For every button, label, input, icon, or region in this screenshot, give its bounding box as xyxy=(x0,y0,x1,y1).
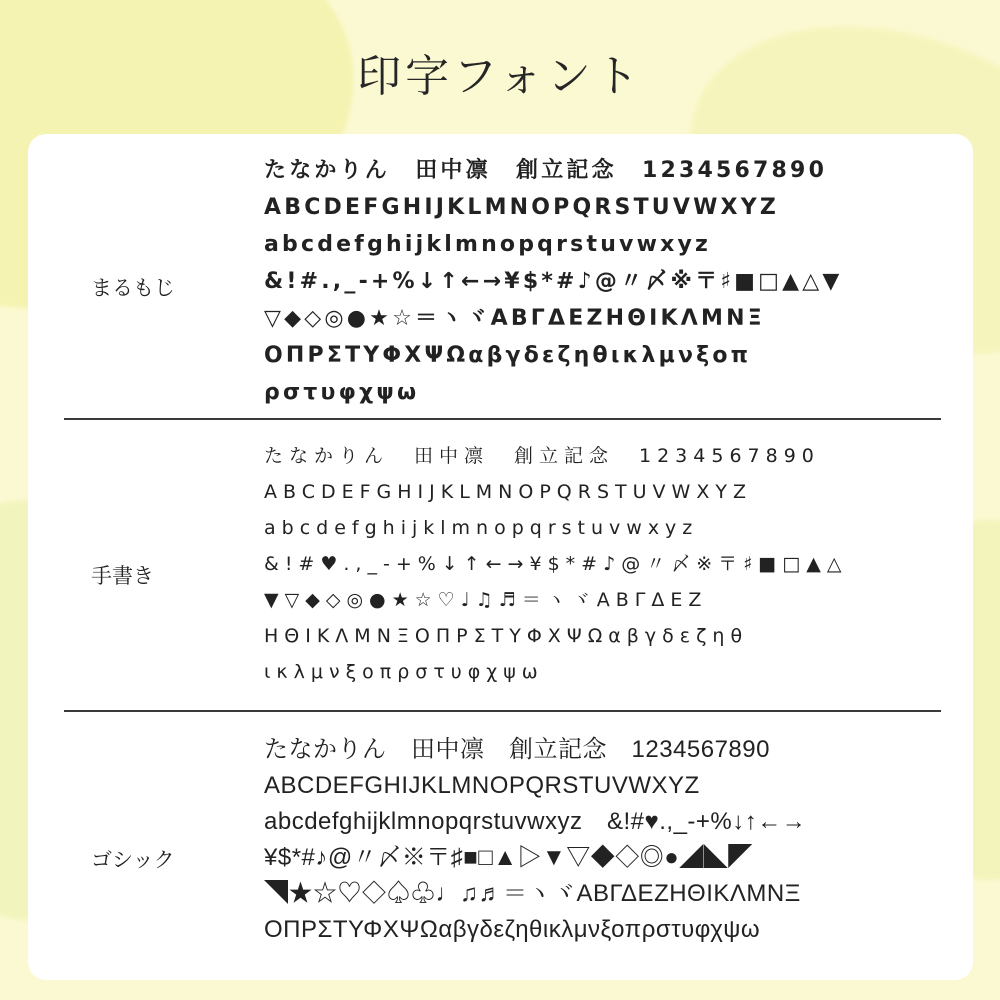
sample-line: たなかりん 田中凛 創立記念 1234567890 xyxy=(264,158,828,183)
gothic-sample-block xyxy=(264,732,944,948)
font-name-gothic: ゴシック xyxy=(91,848,175,872)
marumoji-sample-block xyxy=(264,152,944,411)
sample-line: たなかりん 田中凛 創立記念 1234567890 xyxy=(264,445,820,467)
sample-line: abcdefghijklmnopqrstuvwxyz xyxy=(264,232,712,257)
sample-line: ρστυφχψω xyxy=(264,380,420,405)
sample-line: たなかりん 田中凛 創立記念 1234567890 xyxy=(264,736,770,763)
sample-line: abcdefghijklmnopqrstuvwxyz xyxy=(264,517,699,539)
sample-line: &!#♥.,_-+%↓↑←→¥$*#♪@〃〆※〒♯■□▲△ xyxy=(264,553,848,575)
page-title: 印字フォント xyxy=(357,51,643,102)
font-name-marumoji: まるもじ xyxy=(91,276,175,300)
sample-line: ▼▽◆◇◎●★☆♡♩♫♬＝ヽヾΑΒΓΔΕΖ xyxy=(264,589,708,611)
font-name-tegaki: 手書き xyxy=(91,564,154,588)
sample-line: ΟΠΡΣΤΥΦΧΨΩαβγδεζηθικλμνξοπρστυφχψω xyxy=(264,916,761,943)
sample-line: abcdefghijklmnopqrstuvwxyz &!#♥.,_-+%↓↑←→ xyxy=(264,808,807,835)
sample-line: ¥$*#♪@〃〆※〒♯■□▲▷▼▽◆◇◎●◢◣◤ xyxy=(264,844,753,871)
sample-line: ◥★☆♡◇♤♧♩♫♬＝ヽヾΑΒΓΔΕΖΗΘΙΚΛΜΝΞ xyxy=(264,880,801,907)
sample-line: ικλμνξοπρστυφχψω xyxy=(264,661,544,683)
sample-line: ABCDEFGHIJKLMNOPQRSTUVWXYZ xyxy=(264,772,700,799)
tegaki-sample-block xyxy=(264,438,944,690)
sample-line: ▽◆◇◎●★☆＝ヽヾΑΒΓΔΕΖΗΘΙΚΛΜΝΞ xyxy=(264,306,765,331)
sample-line: ABCDEFGHIJKLMNOPQRSTUVWXYZ xyxy=(264,481,752,503)
sample-line: ABCDEFGHIJKLMNOPQRSTUVWXYZ xyxy=(264,195,779,220)
sample-line: ΗΘΙΚΛΜΝΞΟΠΡΣΤΥΦΧΨΩαβγδεζηθ xyxy=(264,625,749,647)
sample-line: &!#.,_-+%↓↑←→¥$*#♪@〃〆※〒♯■□▲△▼ xyxy=(264,269,843,294)
sample-line: ΟΠΡΣΤΥΦΧΨΩαβγδεζηθικλμνξοπ xyxy=(264,343,752,368)
